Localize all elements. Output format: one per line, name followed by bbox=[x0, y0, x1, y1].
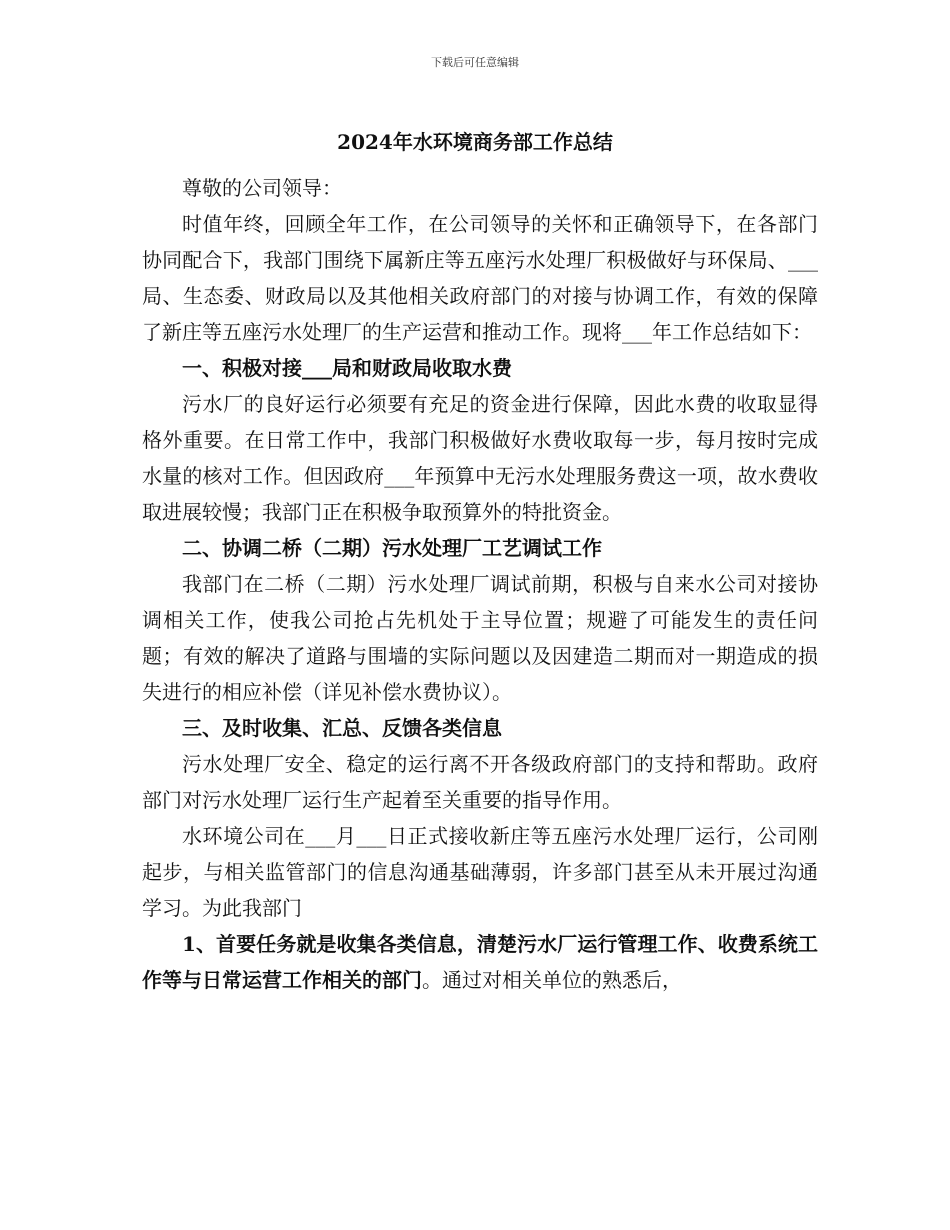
header-note: 下载后可任意编辑 bbox=[431, 56, 519, 69]
section-3-paragraph-1: 污水处理厂安全、稳定的运行离不开各级政府部门的支持和帮助。政府部门对污水处理厂运行生产起着至关重要的指导作用。 bbox=[142, 752, 818, 812]
section-3-item-1-rest: 。通过对相关单位的熟悉后， bbox=[422, 968, 682, 992]
section-1-heading: 一、积极对接___局和财政局收取水费 bbox=[182, 356, 512, 380]
section-3-paragraph-2: 水环境公司在___月___日正式接收新庄等五座污水处理厂运行，公司刚起步，与相关监管部门的信息沟通基础薄弱，许多部门甚至从未开展过沟通学习。为此我部门 bbox=[142, 824, 818, 920]
section-2-heading: 二、协调二桥（二期）污水处理厂工艺调试工作 bbox=[182, 536, 602, 560]
section-3-heading: 三、及时收集、汇总、反馈各类信息 bbox=[182, 716, 502, 740]
salutation: 尊敬的公司领导： bbox=[182, 176, 342, 200]
section-3-item-1-bold: 1、首要任务就是收集各类信息，清楚污水厂运行管理工作、收费系统工作等与日常运营工作相关的部门 bbox=[142, 932, 818, 992]
section-2-paragraph: 我部门在二桥（二期）污水处理厂调试前期，积极与自来水公司对接协调相关工作，使我公司抢占先机处于主导位置；规避了可能发生的责任问题；有效的解决了道路与围墙的实际问题以及因建造二期而对一期造成的损失进行的相应补偿（详见补偿水费协议）。 bbox=[142, 572, 818, 704]
intro-paragraph: 时值年终，回顾全年工作，在公司领导的关怀和正确领导下，在各部门协同配合下，我部门围绕下属新庄等五座污水处理厂积极做好与环保局、___局、生态委、财政局以及其他相关政府部门的对接与协调工作，有效的保障了新庄等五座污水处理厂的生产运营和推动工作。现将___年工作总结如下： bbox=[142, 212, 818, 344]
document-body bbox=[142, 170, 818, 998]
section-3-item-1 bbox=[142, 926, 818, 998]
document-title: 2024年水环境商务部工作总结 bbox=[337, 130, 613, 154]
section-1-paragraph: 污水厂的良好运行必须要有充足的资金进行保障，因此水费的收取显得格外重要。在日常工作中，我部门积极做好水费收取每一步，每月按时完成水量的核对工作。但因政府___年预算中无污水处理服务费这一项，故水费收取进展较慢；我部门正在积极争取预算外的特批资金。 bbox=[142, 392, 818, 524]
